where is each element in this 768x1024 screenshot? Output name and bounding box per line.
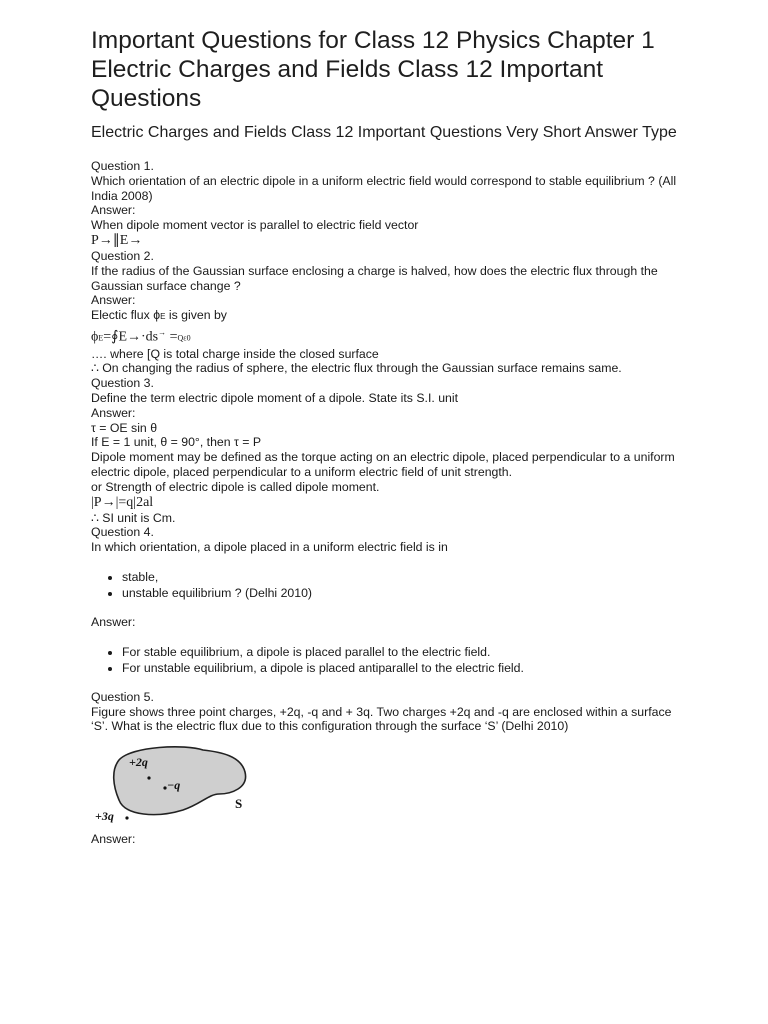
question-4-text: In which orientation, a dipole placed in a uniform electric field is in [91, 540, 448, 555]
charge-dot-2q [147, 777, 150, 780]
formula-ds-arrow: → [158, 327, 167, 337]
surface-label: S [235, 796, 243, 812]
list-item: • For unstable equilibrium, a dipole is placed antiparallel to the electric field. [122, 660, 691, 676]
question-5-text: Figure shows three point charges, +2q, -q and + 3q. Two charges +2q and -q are enclosed within a surface ‘S’. What is the electric flux due to this configuration through the surface ‘S’ (Delhi 2010) [91, 704, 672, 734]
charge-label-3q: +3q [95, 809, 114, 824]
answer-3-definition: Dipole moment may be defined as the torque acting on an electric dipole, placed perpendicular to a uniform electric dipole, placed perpendicular to a uniform electric field of unit strength. [91, 450, 675, 479]
question-1-text: Which orientation of an electric dipole in a uniform electric field would correspond to stable equilibrium ? (All India 2008) [91, 173, 677, 203]
list-item: • stable, [122, 569, 691, 585]
gaussian-surface-figure [91, 742, 261, 824]
answer-4-list [91, 644, 691, 676]
answer-2-flux-line [91, 308, 691, 325]
answer-3-formula: |P→|=q|2al [91, 494, 154, 510]
answer-1-label: Answer: [91, 203, 136, 218]
answer-3-alt-definition: or Strength of electric dipole is called dipole moment. [91, 479, 380, 494]
page-title: Important Questions for Class 12 Physics Chapter 1 Electric Charges and Fields Class 12 Important Questions [91, 27, 655, 112]
formula-equals: = [166, 329, 178, 345]
answer-2-where: …. where [Q is total charge inside the closed surface [91, 346, 379, 361]
list-item: • unstable equilibrium ? (Delhi 2010) [122, 585, 691, 601]
answer-2-conclusion: ∴ On changing the radius of sphere, the electric flux through the Gaussian surface remains same. [91, 361, 622, 376]
question-1-label: Question 1. [91, 159, 154, 173]
question-3-label: Question 3. [91, 376, 154, 391]
charge-dot-3q [125, 817, 128, 820]
formula-phi-sub: E [98, 333, 104, 343]
formula-integral: =∮E→·ds [103, 329, 159, 345]
question-2-label: Question 2. [91, 248, 154, 263]
answer-3-label: Answer: [91, 405, 136, 420]
charge-label-q: −q [167, 778, 181, 793]
answer-2-label: Answer: [91, 293, 136, 308]
formula-q-eps: Qε0 [177, 333, 191, 343]
question-5-label: Question 5. [91, 689, 154, 704]
answer-3-unit: ∴ SI unit is Cm. [91, 510, 176, 525]
flux-text: Electic flux [91, 308, 154, 323]
document-page [91, 26, 691, 847]
question-4-options [91, 569, 691, 601]
charge-label-2q: +2q [129, 755, 148, 770]
answer-4-label: Answer: [91, 614, 136, 629]
answer-1-text: When dipole moment vector is parallel to electric field vector [91, 218, 419, 233]
flux-symbol: ϕ [153, 308, 161, 323]
section-heading: Electric Charges and Fields Class 12 Important Questions Very Short Answer Type [91, 124, 677, 141]
flux-suffix: is given by [165, 308, 227, 323]
question-3-text: Define the term electric dipole moment of a dipole. State its S.I. unit [91, 391, 459, 406]
document-body [91, 159, 691, 847]
answer-1-formula: P→∥E→ [91, 232, 143, 248]
question-4-label: Question 4. [91, 525, 154, 540]
list-item: • For stable equilibrium, a dipole is placed parallel to the electric field. [122, 644, 691, 660]
answer-2-formula [91, 325, 691, 347]
answer-5-label: Answer: [91, 832, 136, 847]
formula-phi: ϕ [91, 329, 99, 345]
question-2-text: If the radius of the Gaussian surface enclosing a charge is halved, how does the electric flux through the Gaussian surface change ? [91, 263, 658, 293]
flux-sub: E [160, 312, 166, 322]
answer-3-condition: If E = 1 unit, θ = 90°, then τ = P [91, 435, 262, 450]
answer-3-torque: τ = OE sin θ [91, 420, 158, 435]
